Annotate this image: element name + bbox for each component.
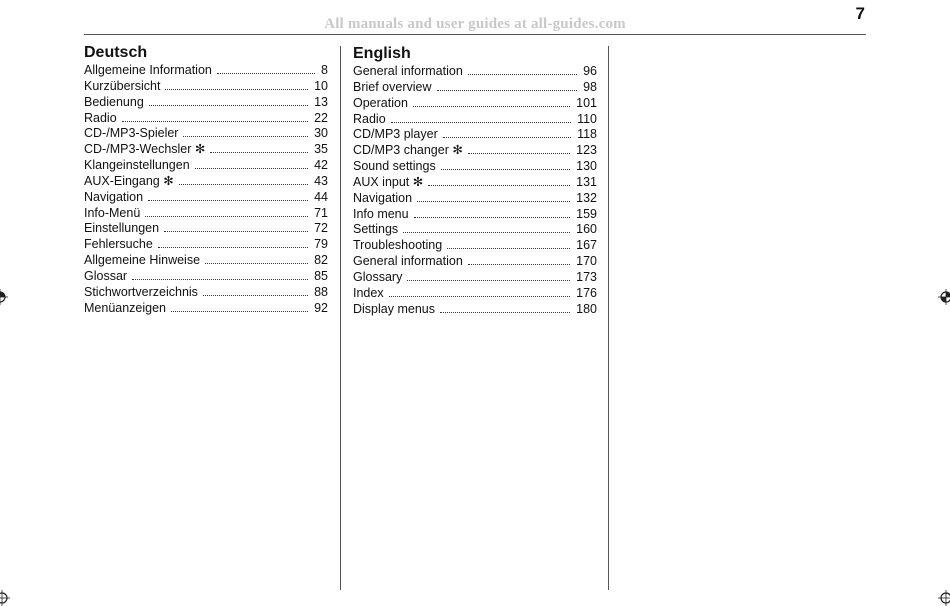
toc-entry-label: Brief overview: [353, 79, 432, 94]
dot-leader: [122, 121, 308, 122]
toc-entry-page-number: 167: [576, 238, 597, 253]
dot-leader: [468, 74, 577, 75]
toc-entry[interactable]: [84, 142, 328, 158]
toc-entry-label: AUX input ✻: [353, 174, 424, 189]
toc-entry[interactable]: [84, 126, 328, 142]
toc-entry-label: Settings: [353, 222, 399, 237]
toc-entry-label: Display menus: [353, 301, 435, 316]
toc-entry-label: Info-Menü: [84, 205, 141, 220]
toc-entry[interactable]: [353, 127, 597, 143]
toc-entry-label: Glossary: [353, 269, 403, 284]
toc-column-deutsch: [84, 43, 328, 317]
toc-entry-page-number: 10: [314, 78, 328, 93]
toc-entry[interactable]: [84, 269, 328, 285]
toc-entry-label: General information: [353, 254, 463, 269]
toc-entry[interactable]: [353, 302, 597, 318]
toc-entry-page-number: 30: [314, 126, 328, 141]
registration-mark-icon: [0, 590, 10, 606]
toc-entry[interactable]: [84, 63, 328, 79]
toc-entry[interactable]: [353, 175, 597, 191]
toc-entry-label: Kurzübersicht: [84, 78, 161, 93]
toc-entry[interactable]: [84, 301, 328, 317]
toc-entry[interactable]: [353, 191, 597, 207]
column-divider: [608, 46, 609, 590]
toc-entry-page-number: 8: [321, 63, 328, 77]
toc-entry-label: Info menu: [353, 206, 409, 221]
dot-leader: [417, 201, 570, 202]
dot-leader: [132, 279, 308, 280]
toc-entry[interactable]: [353, 64, 597, 80]
toc-entry[interactable]: [353, 159, 597, 175]
toc-entry-page-number: 123: [576, 143, 597, 158]
dot-leader: [403, 232, 570, 233]
toc-column-english: [353, 43, 597, 318]
column-divider: [340, 46, 341, 590]
dot-leader: [164, 231, 308, 232]
toc-entry[interactable]: [353, 238, 597, 254]
dot-leader: [468, 264, 570, 265]
toc-entry-label: Allgemeine Information: [84, 63, 212, 77]
dot-leader: [149, 105, 308, 106]
toc-entry-page-number: 35: [314, 142, 328, 157]
toc-entry-page-number: 82: [314, 253, 328, 268]
section-title-english: English: [353, 45, 411, 62]
toc-entry-page-number: 131: [576, 174, 597, 189]
toc-entry[interactable]: [353, 112, 597, 128]
toc-entry-label: Bedienung: [84, 94, 144, 109]
toc-entry-page-number: 43: [314, 173, 328, 188]
toc-entry[interactable]: [353, 96, 597, 112]
toc-entry-page-number: 88: [314, 284, 328, 299]
dot-leader: [391, 122, 571, 123]
toc-entry-label: Klangeinstellungen: [84, 158, 190, 173]
toc-entry[interactable]: [84, 190, 328, 206]
toc-entry[interactable]: [84, 285, 328, 301]
toc-entry-label: Operation: [353, 95, 408, 110]
section-title-deutsch: Deutsch: [84, 44, 148, 61]
toc-entry-label: CD/MP3 changer ✻: [353, 143, 463, 158]
dot-leader: [440, 312, 570, 313]
watermark-text: All manuals and user guides at all-guides.com: [324, 16, 626, 32]
toc-entry-label: Einstellungen: [84, 221, 160, 236]
dot-leader: [414, 217, 571, 218]
toc-entry[interactable]: [353, 222, 597, 238]
toc-entry[interactable]: [84, 206, 328, 222]
toc-entry-page-number: 98: [583, 79, 597, 94]
toc-entry-page-number: 72: [314, 221, 328, 236]
dot-leader: [210, 152, 308, 153]
toc-entry[interactable]: [84, 79, 328, 95]
dot-leader: [407, 280, 570, 281]
dot-leader: [145, 216, 308, 217]
toc-entry-label: Navigation: [353, 190, 413, 205]
dot-leader: [205, 263, 308, 264]
dot-leader: [165, 89, 308, 90]
dot-leader: [217, 73, 315, 74]
toc-entry[interactable]: [84, 237, 328, 253]
dot-leader: [389, 296, 571, 297]
toc-entry-page-number: 92: [314, 300, 328, 315]
dot-leader: [428, 185, 570, 186]
dot-leader: [413, 106, 570, 107]
toc-entry-label: Glossar: [84, 268, 128, 283]
toc-entry-label: Menüanzeigen: [84, 300, 167, 315]
dot-leader: [158, 247, 308, 248]
toc-entry-page-number: 159: [576, 206, 597, 221]
toc-entry-label: General information: [353, 64, 463, 78]
registration-mark-icon: [938, 289, 950, 305]
toc-entry-page-number: 180: [576, 301, 597, 316]
dot-leader: [437, 90, 578, 91]
toc-entry[interactable]: [84, 174, 328, 190]
toc-entry-page-number: 42: [314, 158, 328, 173]
toc-entry-page-number: 96: [583, 64, 597, 78]
toc-entry-label: CD-/MP3-Wechsler ✻: [84, 142, 206, 157]
toc-entry-label: Troubleshooting: [353, 238, 443, 253]
toc-entry-page-number: 13: [314, 94, 328, 109]
dot-leader: [468, 153, 570, 154]
toc-entry-page-number: 132: [576, 190, 597, 205]
toc-entry[interactable]: [353, 270, 597, 286]
toc-entry-page-number: 110: [577, 111, 597, 126]
toc-entry-label: CD/MP3 player: [353, 127, 438, 142]
page-number: 7: [855, 4, 865, 23]
dot-leader: [179, 184, 308, 185]
toc-entry[interactable]: [353, 143, 597, 159]
dot-leader: [183, 136, 308, 137]
dot-leader: [195, 168, 308, 169]
toc-entry-page-number: 71: [314, 205, 328, 220]
toc-list-deutsch: [84, 63, 328, 317]
toc-entry[interactable]: [84, 158, 328, 174]
dot-leader: [447, 248, 570, 249]
toc-entry-label: Index: [353, 285, 384, 300]
toc-entry[interactable]: [84, 253, 328, 269]
toc-entry-page-number: 173: [576, 269, 597, 284]
dot-leader: [171, 311, 308, 312]
toc-entry-label: Radio: [353, 111, 386, 126]
toc-entry-page-number: 85: [314, 268, 328, 283]
header-rule: [84, 34, 866, 35]
toc-entry[interactable]: [353, 207, 597, 223]
toc-entry[interactable]: [84, 221, 328, 237]
toc-entry-label: Navigation: [84, 189, 144, 204]
dot-leader: [441, 169, 570, 170]
toc-entry-page-number: 160: [576, 222, 597, 237]
toc-entry-page-number: 44: [314, 189, 328, 204]
toc-entry-label: Allgemeine Hinweise: [84, 253, 201, 268]
toc-entry[interactable]: [353, 80, 597, 96]
toc-entry-page-number: 118: [577, 127, 597, 142]
toc-list-english: [353, 64, 597, 318]
registration-mark-icon: [938, 590, 950, 606]
dot-leader: [148, 200, 308, 201]
toc-entry[interactable]: [353, 254, 597, 270]
toc-entry-label: CD-/MP3-Spieler: [84, 126, 179, 141]
toc-entry-page-number: 176: [576, 285, 597, 300]
toc-entry-page-number: 22: [314, 110, 328, 125]
toc-entry-label: Stichwortverzeichnis: [84, 284, 198, 299]
toc-entry[interactable]: [84, 111, 328, 127]
toc-entry[interactable]: [84, 95, 328, 111]
toc-entry-page-number: 170: [576, 254, 597, 269]
toc-entry-label: Radio: [84, 110, 117, 125]
registration-mark-icon: [0, 289, 8, 305]
toc-entry-page-number: 101: [576, 95, 597, 110]
toc-entry-label: Sound settings: [353, 159, 436, 174]
toc-entry-label: AUX-Eingang ✻: [84, 173, 174, 188]
dot-leader: [203, 295, 308, 296]
toc-entry-page-number: 79: [314, 237, 328, 252]
toc-entry[interactable]: [353, 286, 597, 302]
toc-entry-page-number: 130: [576, 159, 597, 174]
toc-entry-label: Fehlersuche: [84, 237, 153, 252]
dot-leader: [443, 137, 571, 138]
